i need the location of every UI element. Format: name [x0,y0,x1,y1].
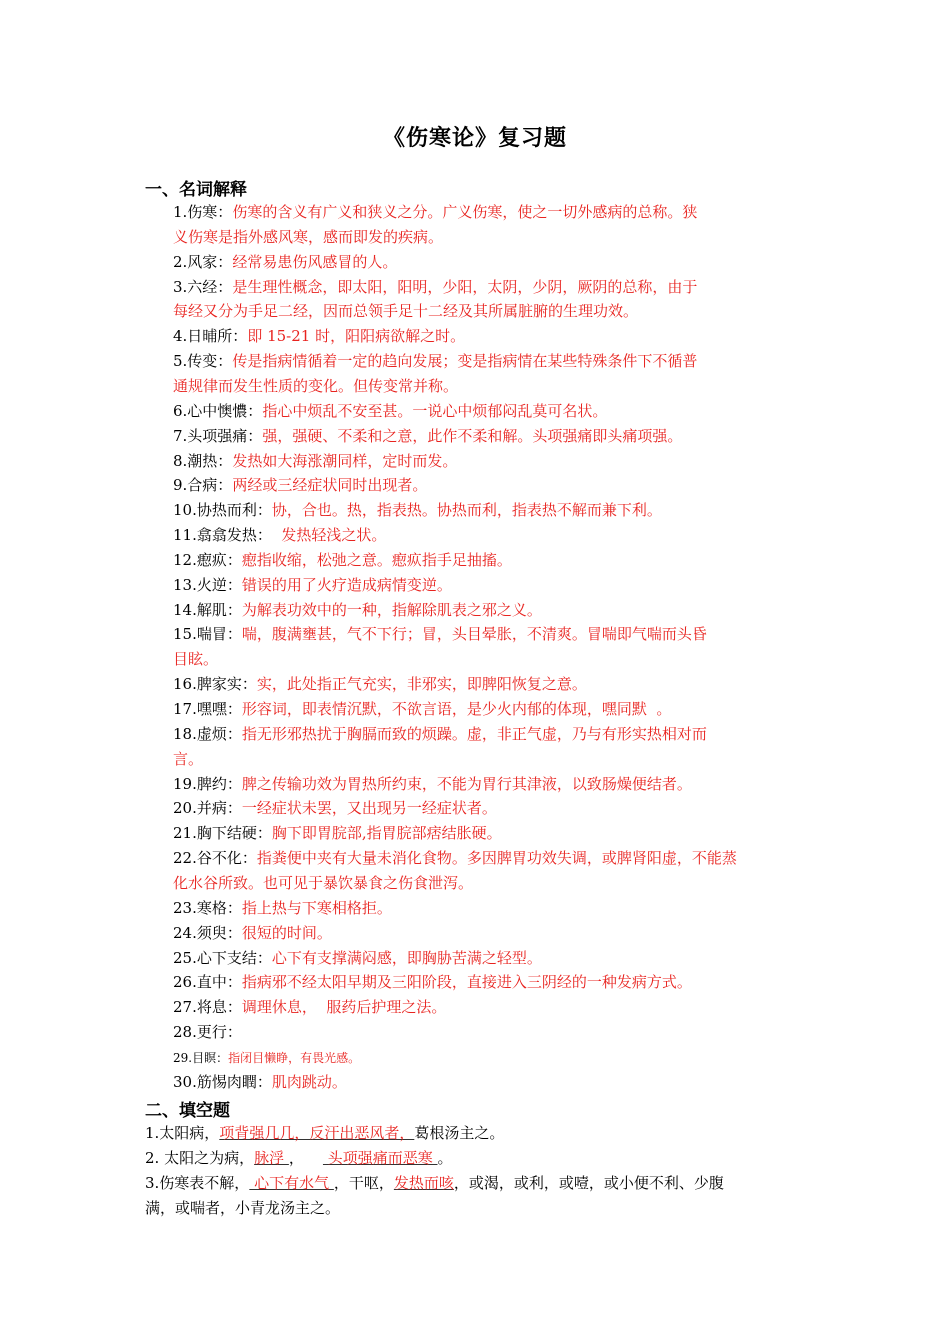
term-line [173,896,813,921]
term-line [173,250,813,275]
term-label: 23.寒格： [173,898,242,917]
term-definition: 胸下即胃脘部,指胃脘部痞结胀硬。 [271,824,502,843]
term-definition: 很短的时间。 [241,923,332,942]
page-title: 《伤寒论》复习题 [382,125,567,151]
term-definition: 瘛指收缩，松弛之意。瘛疭指手足抽搐。 [241,550,512,569]
term-definition: 指无形邪热扰于胸膈而致的烦躁。虚，非正气虚，乃与有形实热相对而 [241,724,707,743]
term-label: 25.心下支结： [173,948,272,967]
term-definition: 一经症状未罢，又出现另一经症状者。 [241,799,497,818]
term-line [173,1045,813,1071]
term-definition: 指上热与下寒相格拒。 [241,898,392,917]
term-line [173,846,813,871]
term-line [173,399,813,424]
term-definition: 传是指病情循着一定的趋向发展；变是指病情在某些特殊条件下不循普 [232,352,698,371]
term-line [173,722,813,747]
term-label: 15.喘冒： [173,625,242,644]
term-definition: 经常易患伤风感冒的人。 [232,252,398,271]
term-line [173,424,813,449]
term-definition: 脾之传输功效为胃热所约束，不能为胃行其津液，以致肠燥便结者。 [241,774,692,793]
term-label: 21.胸下结硬： [173,824,272,843]
term-line [173,299,813,324]
term-line [173,1070,813,1095]
term-definition: 调理休息， 服药后护理之法。 [241,998,447,1017]
term-label: 29.目瞑： [173,1050,229,1065]
question-text: 。 [437,1149,453,1167]
term-definition: 喘，腹满壅甚，气不下行；冒，头目晕胀，不清爽。冒喘即气喘而头昏 [241,625,707,644]
question-text: 3.伤寒表不解， [145,1174,250,1192]
term-definition: 指心中烦乱不安至甚。一说心中烦郁闷乱莫可名状。 [262,401,608,420]
term-line [173,946,813,971]
question-text: 2. 太阳之为病， [145,1149,255,1167]
term-line [173,995,813,1020]
term-definition: 伤寒的含义有广义和狭义之分。广义伤寒，使之一切外感病的总称。狭 [232,203,698,221]
term-definition: 为解表功效中的一种，指解除肌表之邪之义。 [241,600,542,619]
answer-blank: 脉浮 [254,1149,289,1167]
term-definition: 实，此处指正气充实，非邪实，即脾阳恢复之意。 [256,675,587,694]
term-line [173,498,813,523]
term-label: 1.伤寒： [173,203,233,221]
term-label: 10.协热而利： [173,501,272,520]
term-line [173,374,813,399]
term-label: 4.日晡所： [173,327,248,346]
term-label: 30.筋惕肉瞤： [173,1072,272,1091]
term-line [173,772,813,797]
question-text: 葛根汤主之。 [414,1124,505,1142]
term-line [173,796,813,821]
term-label: 5.传变： [173,352,233,371]
term-line [173,871,813,896]
question-text: ， [288,1149,323,1167]
term-label: 26.直中： [173,973,242,992]
question-text: 1.太阳病， [145,1124,220,1142]
term-definition: 即 15-21 时，阳阳病欲解之时。 [247,327,466,346]
term-label: 24.须臾： [173,923,242,942]
term-label: 17.嘿嘿： [173,700,242,718]
term-definition: 肌肉跳动。 [271,1072,347,1091]
fill-question-line [145,1196,815,1221]
term-label: 16.脾家实： [173,675,257,694]
question-text: ，或渴，或利，或噎，或小便不利、少腹 [453,1174,724,1192]
answer-blank: 头项强痛而恶寒 [322,1149,438,1167]
term-label: 9.合病： [173,476,233,495]
term-line [173,598,813,623]
term-definition: 是生理性概念，即太阳，阳明，少阳，太阴，少阴，厥阴的总称，由于 [232,277,698,296]
term-definition: 义伤寒是指外感风寒，感而即发的疾病。 [173,227,444,246]
term-definition: 指粪便中夹有大量未消化食物。多因脾胃功效失调，或脾肾阳虚，不能蒸 [256,849,737,868]
term-line [173,324,813,349]
term-definition: 发热轻浅之状。 [271,526,387,545]
term-line [173,970,813,995]
term-definition: 错误的用了火疗造成病情变逆。 [241,575,452,594]
term-definition: 目眩。 [173,650,219,669]
term-label: 13.火逆： [173,575,242,594]
term-line [173,921,813,946]
fill-question-line [145,1146,815,1171]
fill-question-line [145,1171,815,1196]
term-definition: 指闭目懒睁，有畏光感。 [228,1050,361,1065]
term-label: 22.谷不化： [173,849,257,868]
answer-blank: 发热而咳 [393,1174,454,1192]
term-line [173,349,813,374]
term-line [173,548,813,573]
term-line [173,573,813,598]
term-line [173,523,813,548]
term-definition: 发热如大海涨潮同样，定时而发。 [232,451,458,470]
term-definition: 指病邪不经太阳早期及三阳阶段，直接进入三阴经的一种发病方式。 [241,973,692,992]
section-heading-fill: 二、填空题 [145,1101,230,1121]
term-label: 2.风家： [173,252,233,271]
term-label: 12.瘛疭： [173,550,242,569]
term-definition: 心下有支撑满闷感，即胸胁苦满之轻型。 [271,948,542,967]
term-line [173,647,813,672]
term-label: 19.脾约： [173,774,242,793]
section-heading-terms: 一、名词解释 [145,180,247,200]
term-line [173,449,813,474]
term-line [173,697,813,722]
question-text: ，干呕， [333,1174,394,1192]
term-label: 7.头项强痛： [173,426,263,445]
term-label: 14.解肌： [173,600,242,619]
term-label: 27.将息： [173,998,242,1017]
term-definition: 言。 [173,749,204,768]
term-label: 6.心中懊憹： [173,401,263,420]
term-definition: 协，合也。热，指表热。协热而利，指表热不解而兼下利。 [271,501,662,520]
term-line [173,747,813,772]
term-label: 8.潮热： [173,451,233,470]
term-label: 28.更行： [173,1023,242,1042]
term-line [173,473,813,498]
term-line [173,821,813,846]
term-definition: 每经又分为手足二经，因而总领手足十二经及其所属脏腑的生理功效。 [173,302,639,321]
term-line [173,622,813,647]
term-line [173,200,813,225]
term-line [173,1020,813,1045]
term-line [173,225,813,250]
term-definition: 两经或三经症状同时出现者。 [232,476,428,495]
term-label: 20.并病： [173,799,242,818]
term-definition: 通规律而发生性质的变化。但传变常并称。 [173,376,459,395]
term-label: 3.六经： [173,277,233,296]
term-definition: 强，强硬、不柔和之意，此作不柔和解。头项强痛即头痛项强。 [262,426,683,445]
question-text: 满，或喘者，小青龙汤主之。 [145,1199,341,1217]
term-definition: 化水谷所致。也可见于暴饮暴食之伤食泄泻。 [173,873,474,892]
term-line [173,672,813,697]
term-line [173,275,813,300]
term-definition: 形容词，即表情沉默，不欲言语，是少火内郁的体现，嘿同默 。 [241,700,672,718]
term-label: 11.翕翕发热： [173,526,272,545]
answer-blank: 项背强几几，反汗出恶风者， [219,1124,415,1142]
fill-question-line [145,1121,815,1146]
answer-blank: 心下有水气 [249,1174,334,1192]
term-label: 18.虚烦： [173,724,242,743]
